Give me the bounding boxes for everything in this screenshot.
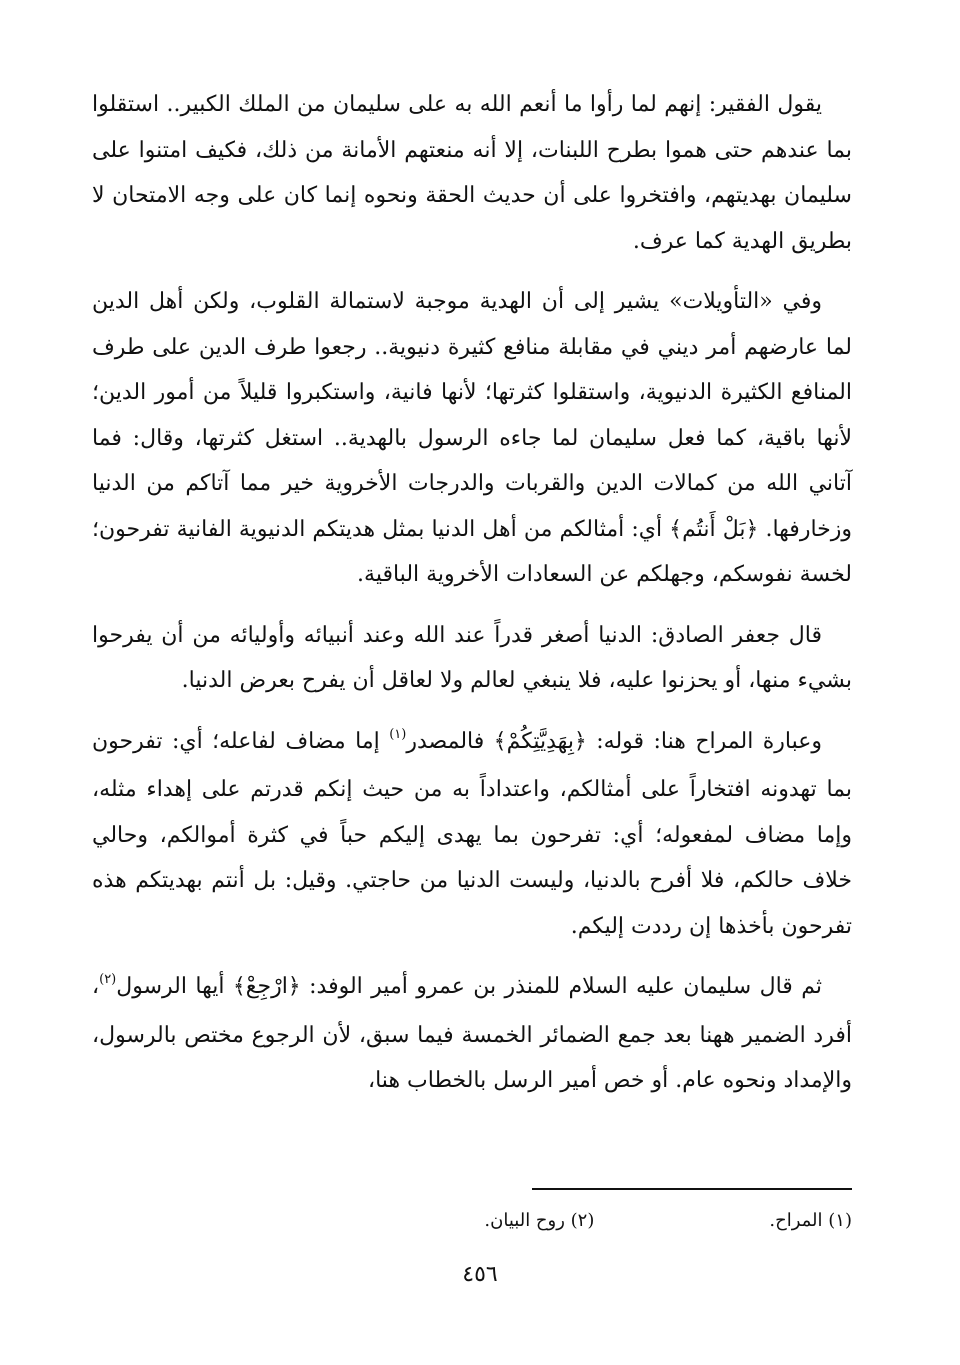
paragraph-4-text-start: وعبارة المراح هنا: قوله: ﴿بِهَدِيَّتِكُمْ﴾ فالمصدر [406, 728, 822, 754]
paragraph-5 [92, 964, 852, 1104]
paragraph-1-text: يقول الفقير: إنهم لما رأوا ما أنعم الله به على سليمان من الملك الكبير.. استقلوا بما عندهم حتى هموا بطرح اللبنات، إلا أنه منعتهم الأمانة من ذلك، فكيف امتنوا على سليمان بهديتهم، وافتخروا على أن حديث الحقة ونحوه إنما كان على وجه الامتحان لا بطريق الهدية كما عرف. [92, 92, 852, 254]
paragraph-4-text-end: إما مضاف لفاعله؛ أي: تفرحون بما تهدونه افتخاراً على أمثالكم، واعتداداً به من حيث إنكم قدرتم على إهداء مثله، وإما مضاف لمفعوله؛ أي: تفرحون بما يهدى إليكم حباً في كثرة أموالكم، وحالي خلاف حالكم، فلا أفرح بالدنيا، وليست الدنيا من حاجتي. وقيل: بل أنتم بهديتكم هذه تفرحون بأخذها إن رددت إليكم. [92, 728, 852, 939]
footnote-marker-1: (١) [389, 726, 407, 742]
paragraph-5-text-end: ، أفرد الضمير ههنا بعد جمع الضمائر الخمسة فيما سبق، لأن الرجوع مختص بالرسول، والإمداد ونحوه عام. أو خص أمير الرسل بالخطاب هنا، [92, 974, 852, 1093]
paragraph-5-text-start: ثم قال سليمان عليه السلام للمنذر بن عمرو أمير الوفد: ﴿ارْجِعْ﴾ أيها الرسول [116, 974, 822, 999]
page-number: ٤٥٦ [462, 1262, 498, 1287]
paragraph-4 [92, 719, 852, 950]
footnote-marker-2: (٢) [99, 972, 117, 987]
paragraph-3 [92, 613, 852, 704]
footnote-2: (٢) روح البيان. [484, 1210, 595, 1231]
paragraph-2 [92, 279, 852, 598]
main-text [92, 82, 852, 1119]
footnotes [484, 1207, 852, 1235]
paragraph-3-text: قال جعفر الصادق: الدنيا أصغر قدراً عند الله وعند أنبيائه وأوليائه من أن يفرحوا بشيء منها، أو يحزنوا عليه، فلا ينبغي لعالم ولا لعاقل أن يفرح بعرض الدنيا. [92, 622, 852, 693]
footnote-divider [532, 1188, 852, 1190]
paragraph-2-text: وفي «التأويلات» يشير إلى أن الهدية موجبة لاستمالة القلوب، ولكن أهل الدين لما عارضهم أمر ديني في مقابلة منافع كثيرة دنيوية.. رجعوا طرف الدين على طرف المنافع الكثيرة الدنيوية، واستقلوا كثرتها؛ لأنها فانية، واستكبروا قليلاً من أمور الدين؛ لأنها باقية، كما فعل سليمان لما جاءه الرسول بالهدية.. استغل كثرتها، وقال: فما آتاني الله من كمالات الدين والقربات والدرجات الأخروية خير مما آتاكم من الدنيا وزخارفها. ﴿بَلْ أَنتُم﴾ أي: أمثالكم من أهل الدنيا بمثل هديتكم الدنيوية الفانية تفرحون؛ لخسة نفوسكم، وجهلكم عن السعادات الأخروية الباقية. [92, 289, 852, 587]
footnote-1: (١) المراح. [769, 1210, 852, 1231]
paragraph-1 [92, 82, 852, 264]
